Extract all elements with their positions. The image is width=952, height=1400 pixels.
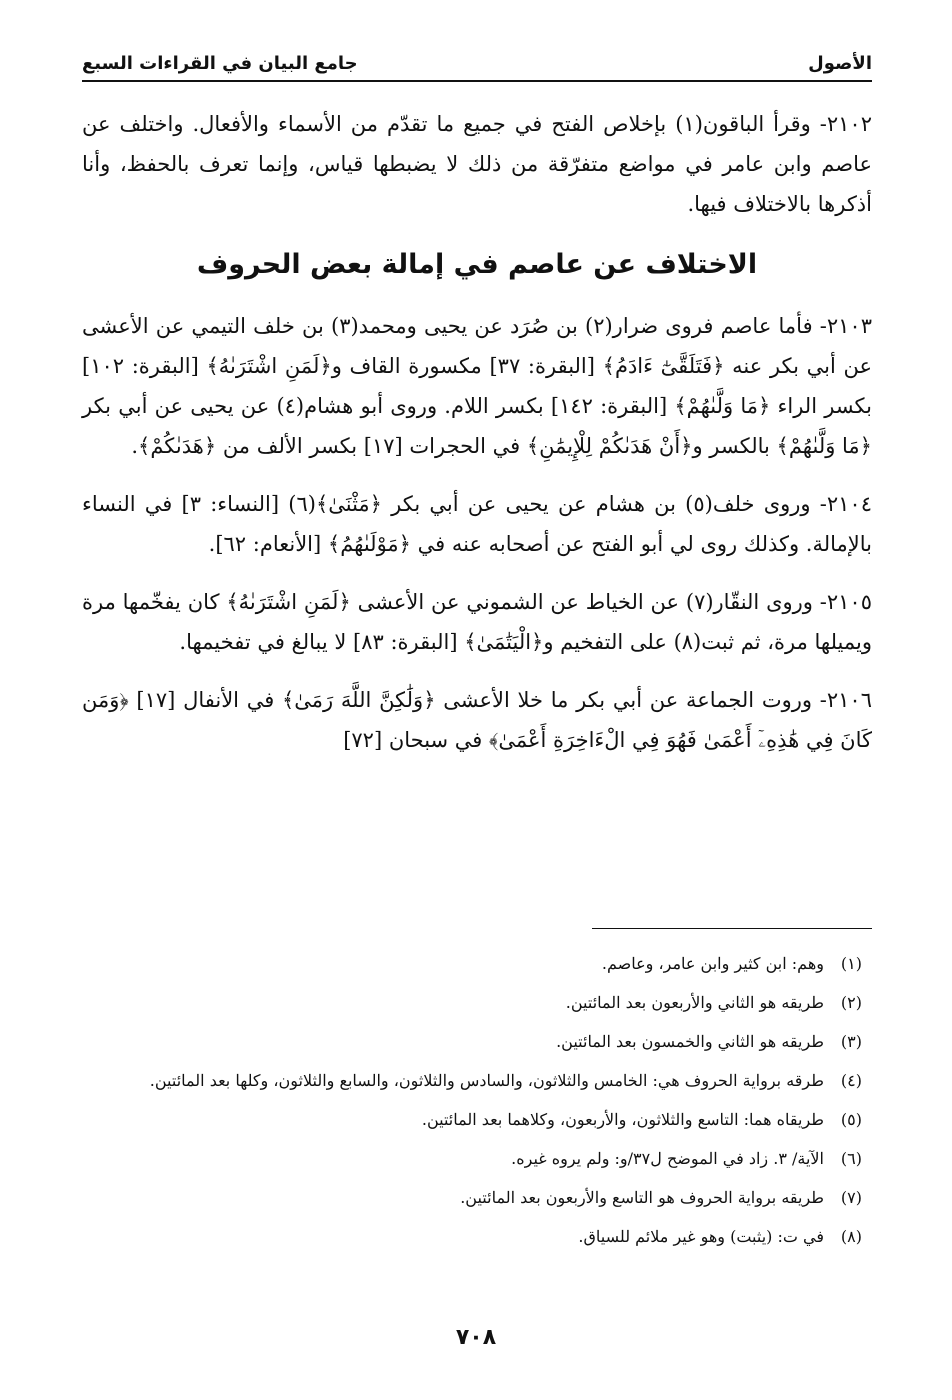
- footnote-text: وهم: ابن كثير وابن عامر، وعاصم.: [601, 954, 824, 973]
- footnote-number: (٣): [840, 1032, 862, 1051]
- main-text: [82, 104, 872, 778]
- footnote-text: طريقه هو الثاني والأربعون بعد المائتين.: [565, 993, 824, 1012]
- footnote-number: (٥): [840, 1110, 862, 1129]
- footnote-text: طريقه برواية الحروف هو التاسع والأربعون بعد المائتين.: [460, 1188, 824, 1207]
- footnote-number: (٧): [840, 1188, 862, 1207]
- footnote-number: (٦): [840, 1149, 862, 1168]
- footnote-number: (١): [840, 954, 862, 973]
- header-section-title: الأصول: [808, 53, 872, 74]
- paragraph-2105: ٢١٠٥- وروى النقّار(٧) عن الخياط عن الشموني عن الأعشى ﴿لَمَنِ اشْتَرَىٰهُ﴾ كان يفخّمها مرة ويميلها مرة، ثم ثبت(٨) على التفخيم و﴿الْيَتَٰمَىٰ﴾ [البقرة: ٨٣] لا يبالغ في تفخيمها.: [82, 590, 872, 654]
- header-book-title: جامع البيان في القراءات السبع: [82, 53, 358, 74]
- footnote-8: [82, 1223, 862, 1251]
- footnote-text: في ت: (يثبت) وهو غير ملائم للسياق.: [578, 1227, 824, 1246]
- footnotes: [82, 950, 862, 1262]
- running-header: [82, 48, 872, 82]
- section-title: الاختلاف عن عاصم في إمالة بعض الحروف: [196, 249, 758, 280]
- footnote-text: طرقه برواية الحروف هي: الخامس والثلاثون، والسادس والثلاثون، والسابع والثلاثون، وكلها بعد المائتين.: [149, 1071, 824, 1090]
- footnote-number: (٢): [840, 993, 862, 1012]
- footnote-text: طريقه هو الثاني والخمسون بعد المائتين.: [556, 1032, 824, 1051]
- footnote-text: طريقاه هما: التاسع والثلاثون، والأربعون، وكلاهما بعد المائتين.: [421, 1110, 824, 1129]
- footnote-divider: [592, 928, 872, 929]
- footnote-7: [82, 1184, 862, 1212]
- paragraph-2102: ٢١٠٢- وقرأ الباقون(١) بإخلاص الفتح في جميع ما تقدّم من الأسماء والأفعال. واختلف عن عاصم وابن عامر في مواضع متفرّقة من ذلك لا يضبطها قياس، وإنما تعرف بالحفظ، وأنا أذكرها بالاختلاف فيها.: [82, 112, 872, 216]
- footnote-text: الآية/ ٣. زاد في الموضح ل٣٧/و: ولم يروه غيره.: [511, 1149, 824, 1168]
- footnote-1: [82, 950, 862, 978]
- footnote-5: [82, 1106, 862, 1134]
- footnote-6: [82, 1145, 862, 1173]
- footnote-3: [82, 1028, 862, 1056]
- footnote-number: (٤): [840, 1071, 862, 1090]
- page-number: ٧٠٨: [455, 1325, 497, 1350]
- paragraph-2104: ٢١٠٤- وروى خلف(٥) بن هشام عن يحيى عن أبي بكر ﴿مَثْنَىٰ﴾(٦) [النساء: ٣] في النساء بالإمالة. وكذلك روى لي أبو الفتح عن أصحابه عنه في ﴿مَوْلَىٰهُمُ﴾ [الأنعام: ٦٢].: [82, 492, 872, 556]
- footnote-4: [82, 1067, 862, 1095]
- footnote-number: (٨): [840, 1227, 862, 1246]
- footnote-2: [82, 989, 862, 1017]
- paragraph-2106: ٢١٠٦- وروت الجماعة عن أبي بكر ما خلا الأعشى ﴿وَلَٰكِنَّ اللَّهَ رَمَىٰ﴾ في الأنفال [١٧] ﴿وَمَن كَانَ فِي هَٰذِهِۦٓ أَعْمَىٰ فَهُوَ فِي الْءَاخِرَةِ أَعْمَىٰ﴾ في سبحان [٧٢]: [82, 688, 872, 752]
- paragraph-2103: ٢١٠٣- فأما عاصم فروى ضرار(٢) بن صُرَد عن يحيى ومحمد(٣) بن خلف التيمي عن الأعشى عن أبي بكر عنه ﴿فَتَلَقَّىٰٓ ءَادَمُ﴾ [البقرة: ٣٧] مكسورة القاف و﴿لَمَنِ اشْتَرَىٰهُ﴾ [البقرة: ١٠٢] بكسر الراء ﴿مَا وَلَّىٰهُمْ﴾ [البقرة: ١٤٢] بكسر اللام. وروى أبو هشام(٤) عن يحيى عن أبي بكر ﴿مَا وَلَّىٰهُمْ﴾ بالكسر و﴿أَنْ هَدَىٰكُمْ لِلْإِيمَٰنِ﴾ في الحجرات [١٧] بكسر الألف من ﴿هَدَىٰكُمْ﴾.: [82, 314, 872, 458]
